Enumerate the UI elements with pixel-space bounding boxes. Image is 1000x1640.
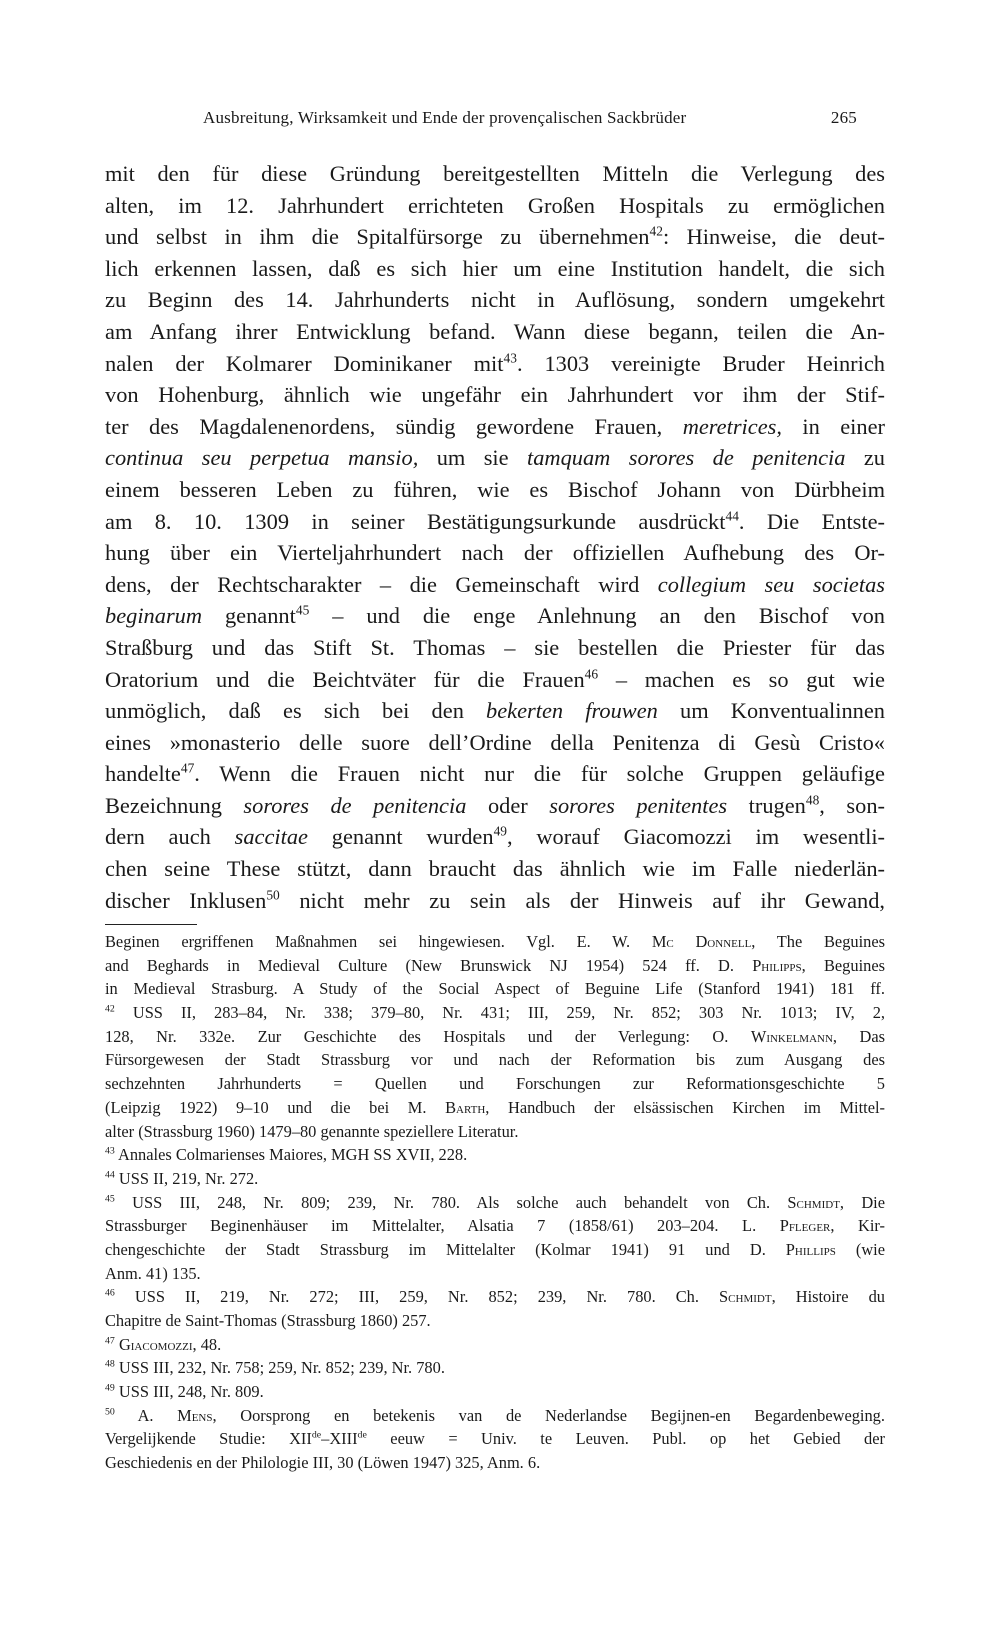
text-run: zu Beginn des 14. Jahrhunderts nicht in Auflösung, sondern umgekehrt: [105, 287, 885, 313]
text-run: alten, im 12. Jahrhundert errichteten Großen Hospitals zu ermöglichen: [105, 192, 885, 218]
text-run: Chapitre de Saint-Thomas (Strassburg 1860) 257.: [105, 1311, 431, 1330]
footnote-line: [105, 1072, 885, 1096]
footnote-line: [105, 1096, 885, 1120]
text-run: USS II, 219, Nr. 272.: [114, 1168, 259, 1188]
text-run: and Beghards in Medieval Culture (New Brunswick NJ 1954) 524 ff. D.: [105, 955, 753, 975]
footnote-line: [105, 1214, 885, 1238]
footnote-separator: [105, 924, 197, 925]
body-line: [105, 316, 885, 348]
italic-phrase: sorores de penitencia: [243, 792, 467, 818]
body-line: [105, 758, 885, 790]
text-run: lich erkennen lassen, daß es sich hier um eine Institution handelt, die sich: [105, 255, 885, 281]
text-run: am 8. 10. 1309 in seiner Bestätigungsurkunde ausdrückt: [105, 508, 726, 534]
text-run: alter (Strassburg 1960) 1479–80 genannte speziellere Literatur.: [105, 1121, 519, 1141]
body-line: [105, 474, 885, 506]
note-ref: 48: [805, 792, 820, 808]
note-ref: 44: [725, 508, 739, 524]
text-run: chen seine These stützt, dann braucht das ähnlich wie im Falle niederlän-: [105, 856, 885, 882]
body-line: [105, 664, 885, 696]
text-run: zu: [845, 445, 886, 471]
text-run: USS II, 219, Nr. 272; III, 259, Nr. 852; 239, Nr. 780. Ch.: [114, 1287, 720, 1307]
footnote-line: [105, 1333, 885, 1357]
text-run: discher Inklusen: [105, 887, 267, 913]
author-name: Giacomozzi: [118, 1334, 193, 1354]
text-run: Annales Colmarienses Maiores, MGH SS XVII, 228.: [114, 1145, 468, 1165]
text-run: genannt: [202, 603, 296, 629]
text-run: , Kir-: [830, 1216, 885, 1236]
running-head-title: Ausbreitung, Wirksamkeit und Ende der provençalischen Sackbrüder: [203, 108, 687, 127]
main-text: [105, 158, 885, 916]
text-run: , The Beguines: [751, 932, 885, 951]
footnote-line: [105, 930, 885, 954]
author-name: Pfleger: [779, 1216, 831, 1236]
body-line: [105, 537, 885, 569]
text-run: , Histoire du: [771, 1287, 885, 1307]
footnote-line: [105, 954, 885, 978]
note-ref: 50: [105, 1406, 115, 1418]
note-ref: 46: [584, 666, 599, 682]
note-ref: 45: [295, 602, 310, 618]
text-run: handelte: [105, 761, 181, 787]
text-run: USS III, 248, Nr. 809; 239, Nr. 780. Als solche auch behandelt von Ch.: [114, 1192, 788, 1212]
note-ref: 45: [105, 1193, 115, 1205]
text-run: in einer: [781, 413, 885, 439]
footnote-line: [105, 1120, 885, 1144]
text-run: dens, der Rechtscharakter – die Gemeinschaft wird: [105, 571, 658, 597]
text-run: nicht mehr zu sein als der Hinweis auf ihr Gewand,: [279, 887, 885, 913]
note-ref: de: [311, 1429, 322, 1441]
footnote-line: [105, 1048, 885, 1072]
text-run: , Das: [832, 1026, 885, 1046]
footnote-line: [105, 1380, 885, 1404]
footnote-line: [105, 1191, 885, 1215]
text-run: um Konventualinnen: [657, 698, 885, 724]
text-run: – machen es so gut wie: [598, 666, 885, 692]
body-line: [105, 190, 885, 222]
text-run: , worauf Giacomozzi im wesentli-: [507, 824, 886, 850]
text-run: ter des Magdalenenordens, sündig gewordene Frauen,: [105, 413, 683, 439]
text-run: mit den für diese Gründung bereitgestellten Mitteln die Verlegung des: [105, 161, 885, 186]
text-run: USS II, 283–84, Nr. 338; 379–80, Nr. 431; III, 259, Nr. 852; 303 Nr. 1013; IV, 2,: [114, 1003, 885, 1023]
italic-phrase: bekerten frouwen: [486, 698, 658, 724]
text-run: (wie: [835, 1239, 885, 1259]
footnote-line: [105, 1143, 885, 1167]
footnote-line: [105, 1001, 885, 1025]
body-line: [105, 727, 885, 759]
page-number: 265: [830, 108, 857, 127]
text-run: , Beguines: [801, 955, 885, 975]
text-run: Fürsorgewesen der Stadt Strassburg vor und nach der Reformation bis zum Ausgang des: [105, 1050, 885, 1070]
text-run: in Medieval Strasburg. A Study of the Social Aspect of Beguine Life (Stanford 1941) 181 ff.: [105, 979, 885, 999]
text-run: , son-: [819, 792, 885, 818]
italic-phrase: sorores penitentes: [549, 792, 728, 818]
italic-phrase: tamquam sorores de penitencia: [527, 445, 846, 471]
text-run: Strassburger Beginenhäuser im Mittelalter, Alsatia 7 (1858/61) 203–204. L.: [105, 1216, 780, 1236]
author-name: Philipps: [752, 955, 802, 975]
text-run: Straßburg und das Stift St. Thomas – sie bestellen die Priester für das: [105, 634, 885, 660]
running-head: [203, 108, 857, 132]
body-line: [105, 379, 885, 411]
body-line: [105, 348, 885, 380]
footnote-line: [105, 1427, 885, 1451]
footnote-line: [105, 1167, 885, 1191]
text-run: Geschiedenis en der Philologie III, 30 (Löwen 1947) 325, Anm. 6.: [105, 1453, 541, 1473]
footnote-line: [105, 1309, 885, 1333]
footnote-line: [105, 1356, 885, 1380]
italic-phrase: meretrices,: [682, 413, 782, 439]
text-run: Beginen ergriffenen Maßnahmen sei hingewiesen. Vgl. E. W.: [105, 932, 652, 951]
body-line: [105, 600, 885, 632]
text-run: und selbst in ihm die Spitalfürsorge zu übernehmen: [105, 224, 650, 250]
text-run: Oratorium und die Beichtväter für die Frauen: [105, 666, 585, 692]
text-run: 128, Nr. 332e. Zur Geschichte des Hospitals und der Verlegung: O.: [105, 1026, 751, 1046]
text-run: . Wenn die Frauen nicht nur die für solche Gruppen geläufige: [194, 761, 885, 787]
body-line: [105, 885, 885, 917]
footnote-line: [105, 1285, 885, 1309]
text-run: Anm. 41) 135.: [105, 1263, 201, 1283]
text-run: , Die: [839, 1192, 885, 1212]
text-run: eines »monasterio delle suore dell’Ordine della Penitenza di Gesù Cristo«: [105, 729, 885, 755]
text-run: . 1303 vereinigte Bruder Heinrich: [516, 350, 885, 376]
text-run: dern auch: [105, 824, 235, 850]
body-line: [105, 506, 885, 538]
body-line: [105, 632, 885, 664]
text-run: nalen der Kolmarer Dominikaner mit: [105, 350, 504, 376]
body-line: [105, 158, 885, 190]
text-run: USS III, 232, Nr. 758; 259, Nr. 852; 239, Nr. 780.: [114, 1358, 445, 1378]
footnotes: [105, 930, 885, 1475]
text-run: am Anfang ihrer Entwicklung befand. Wann diese begann, teilen die An-: [105, 318, 885, 344]
body-line: [105, 790, 885, 822]
footnote-line: [105, 977, 885, 1001]
note-ref: 48: [105, 1358, 115, 1370]
text-run: Vergelijkende Studie: XII: [105, 1429, 312, 1449]
text-run: von Hohenburg, ähnlich wie ungefähr ein Jahrhundert vor ihm der Stif-: [105, 382, 885, 408]
italic-phrase: saccitae: [234, 824, 308, 850]
note-ref: 49: [493, 824, 508, 839]
text-run: hung über ein Vierteljahrhundert nach der offiziellen Aufhebung des Or-: [105, 540, 885, 566]
author-name: Barth: [445, 1097, 486, 1117]
note-ref: 47: [105, 1335, 115, 1347]
text-run: genannt wurden: [307, 824, 494, 850]
note-ref: de: [357, 1429, 367, 1441]
text-run: –XIII: [321, 1429, 358, 1449]
body-line: [105, 284, 885, 316]
text-run: , Oorsprong en betekenis van de Nederlandse Begijnen-en Begardenbeweging.: [212, 1405, 885, 1425]
note-ref: 44: [105, 1169, 115, 1181]
italic-phrase: collegium seu societas: [657, 571, 885, 597]
note-ref: 42: [105, 1003, 115, 1015]
body-line: [105, 253, 885, 285]
text-run: sechzehnten Jahrhunderts = Quellen und Forschungen zur Reformationsgeschichte 5: [105, 1074, 885, 1094]
italic-phrase: beginarum: [105, 603, 203, 629]
note-ref: 43: [105, 1145, 115, 1157]
text-run: . Die Entste-: [738, 508, 885, 534]
note-ref: 43: [503, 350, 517, 366]
body-line: [105, 442, 885, 474]
author-name: Phillips: [785, 1239, 836, 1259]
body-line: [105, 411, 885, 443]
text-run: : Hinweise, die deut-: [662, 224, 885, 250]
author-name: Mens: [177, 1405, 213, 1425]
text-run: , 48.: [192, 1334, 222, 1354]
note-ref: 47: [180, 760, 195, 776]
note-ref: 42: [649, 223, 663, 239]
author-name: Mc Donnell: [651, 932, 752, 951]
footnote-line: [105, 1238, 885, 1262]
note-ref: 46: [105, 1287, 115, 1299]
author-name: Winkelmann: [750, 1026, 833, 1046]
italic-phrase: continua seu perpetua mansio,: [105, 445, 419, 471]
text-run: – und die enge Anlehnung an den Bischof von: [309, 603, 885, 629]
text-run: Bezeichnung: [105, 792, 244, 818]
author-name: Schmidt: [719, 1287, 772, 1307]
body-line: [105, 569, 885, 601]
text-run: einem besseren Leben zu führen, wie es Bischof Johann von Dürbheim: [105, 476, 885, 502]
note-ref: 50: [266, 887, 280, 903]
author-name: Schmidt: [787, 1192, 840, 1212]
body-line: [105, 695, 885, 727]
text-run: USS III, 248, Nr. 809.: [114, 1382, 264, 1402]
text-run: , Handbuch der elsässischen Kirchen im Mittel-: [485, 1097, 886, 1117]
body-line: [105, 821, 885, 853]
body-line: [105, 853, 885, 885]
text-run: um sie: [418, 445, 527, 471]
text-run: oder: [466, 792, 550, 818]
text-run: unmöglich, daß es sich bei den: [105, 698, 487, 724]
text-run: eeuw = Univ. te Leuven. Publ. op het Gebied der: [366, 1429, 885, 1449]
footnote-line: [105, 1404, 885, 1428]
footnote-line: [105, 1451, 885, 1475]
body-line: [105, 221, 885, 253]
note-ref: 49: [105, 1382, 115, 1394]
text-run: trugen: [727, 792, 806, 818]
text-run: (Leipzig 1922) 9–10 und die bei M.: [105, 1097, 446, 1117]
footnote-line: [105, 1025, 885, 1049]
text-run: A.: [114, 1405, 178, 1425]
footnote-line: [105, 1262, 885, 1286]
text-run: chengeschichte der Stadt Strassburg im Mittelalter (Kolmar 1941) 91 und D.: [105, 1239, 786, 1259]
